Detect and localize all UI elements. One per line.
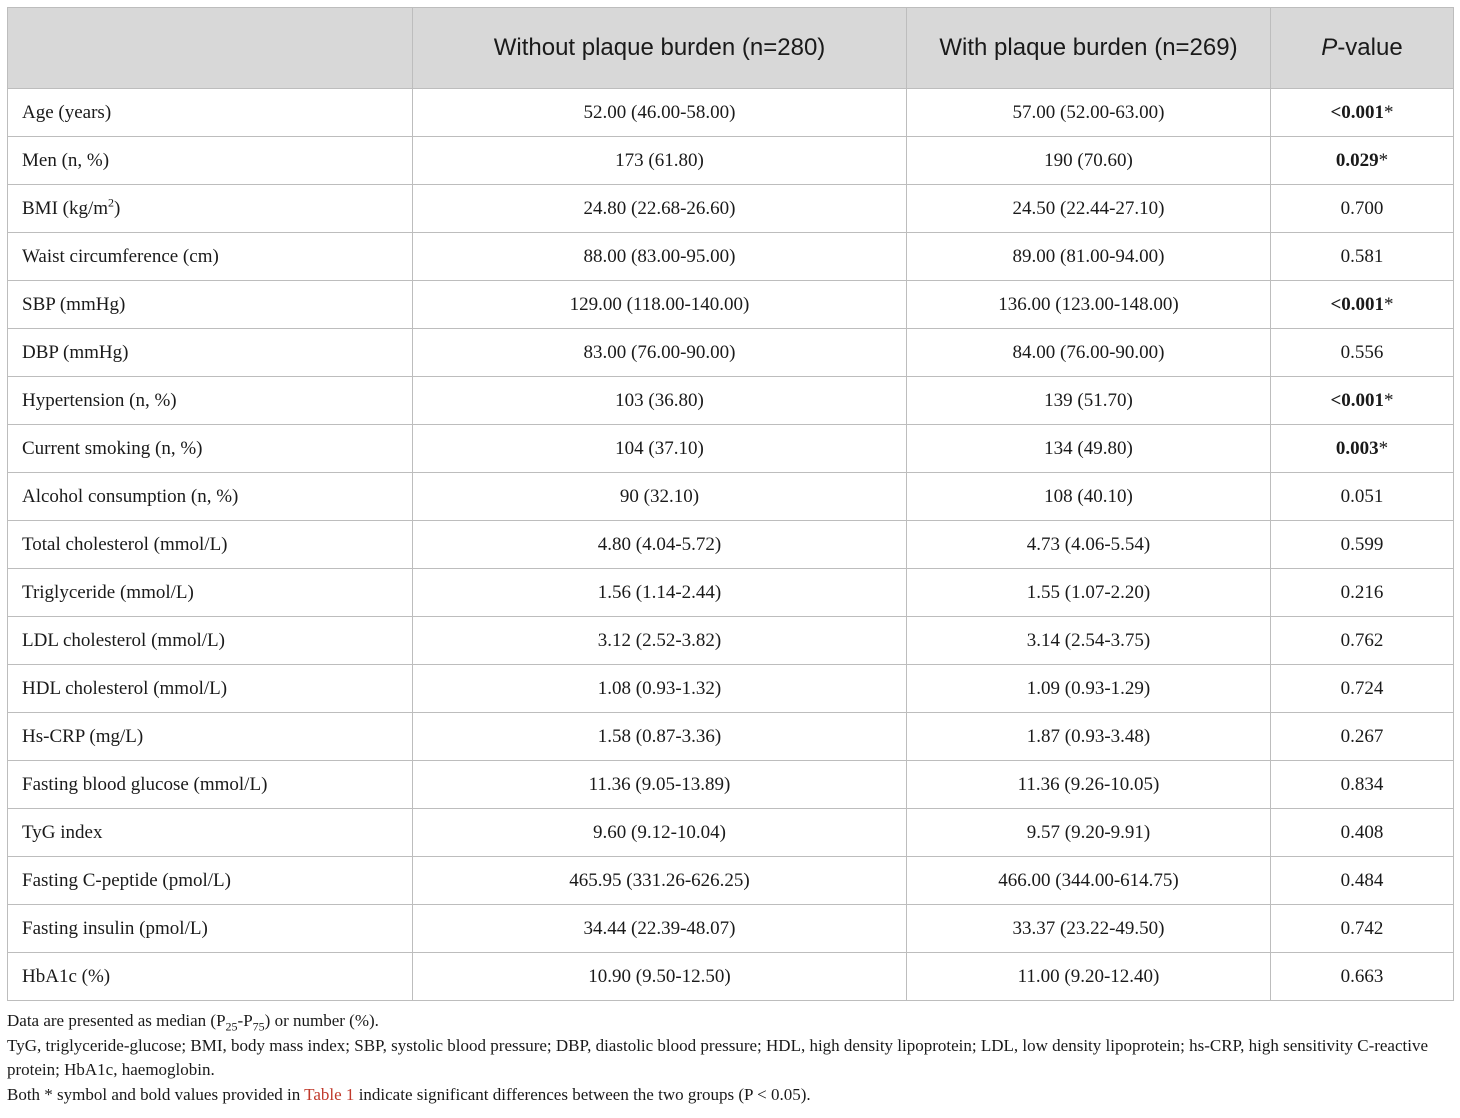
p-value-number: 0.581 <box>1340 245 1384 267</box>
cell-p-value <box>1271 137 1454 185</box>
cell-with-plaque: 57.00 (52.00-63.00) <box>907 89 1271 137</box>
header-with-plaque: With plaque burden (n=269) <box>907 8 1271 89</box>
table-row <box>8 713 1454 761</box>
p-value-number: 0.556 <box>1340 341 1384 363</box>
cell-p-value <box>1271 905 1454 953</box>
cell-with-plaque: 33.37 (23.22-49.50) <box>907 905 1271 953</box>
row-label: Men (n, %) <box>8 137 413 185</box>
cell-p-value <box>1271 329 1454 377</box>
cell-without-plaque: 4.80 (4.04-5.72) <box>413 521 907 569</box>
table-row <box>8 137 1454 185</box>
row-label: Fasting insulin (pmol/L) <box>8 905 413 953</box>
cell-p-value <box>1271 185 1454 233</box>
cell-without-plaque: 103 (36.80) <box>413 377 907 425</box>
cell-without-plaque: 1.58 (0.87-3.36) <box>413 713 907 761</box>
footnote-data-presentation: Data are presented as median $(P_{25}-P_{75})$ or number (%). <box>7 1011 379 1034</box>
row-label: Total cholesterol (mmol/L) <box>8 521 413 569</box>
cell-with-plaque: 466.00 (344.00-614.75) <box>907 857 1271 905</box>
table-row <box>8 521 1454 569</box>
cell-p-value <box>1271 377 1454 425</box>
cell-without-plaque: 129.00 (118.00-140.00) <box>413 281 907 329</box>
p-value-number: 0.724 <box>1340 677 1384 699</box>
row-label: HbA1c (%) <box>8 953 413 1001</box>
cell-p-value <box>1271 89 1454 137</box>
cell-p-value <box>1271 281 1454 329</box>
cell-without-plaque: 10.90 (9.50-12.50) <box>413 953 907 1001</box>
cell-without-plaque: 11.36 (9.05-13.89) <box>413 761 907 809</box>
row-label: Waist circumference (cm) <box>8 233 413 281</box>
footnote-significance: Both * symbol and bold values provided in Table 1 indicate significant differences between the two groups (P < 0.05). <box>7 1084 811 1104</box>
p-value-number: 0.029 <box>1335 149 1379 171</box>
significance-marker: * <box>1384 293 1394 315</box>
cell-p-value <box>1271 857 1454 905</box>
cell-with-plaque: 4.73 (4.06-5.54) <box>907 521 1271 569</box>
cell-without-plaque: 1.08 (0.93-1.32) <box>413 665 907 713</box>
table-row <box>8 185 1454 233</box>
baseline-characteristics-table <box>7 7 1454 1001</box>
significance-marker: * <box>1378 149 1389 171</box>
cell-with-plaque: 1.09 (0.93-1.29) <box>907 665 1271 713</box>
row-label: Fasting blood glucose (mmol/L) <box>8 761 413 809</box>
row-label: Hs-CRP (mg/L) <box>8 713 413 761</box>
cell-with-plaque: 3.14 (2.54-3.75) <box>907 617 1271 665</box>
table-row <box>8 89 1454 137</box>
cell-with-plaque: 11.00 (9.20-12.40) <box>907 953 1271 1001</box>
table-footnotes <box>7 1009 1453 1107</box>
table-row <box>8 377 1454 425</box>
header-p-value <box>1271 8 1454 89</box>
row-label: BMI $(kg/m^2)$ <box>8 185 413 233</box>
cell-p-value <box>1271 665 1454 713</box>
cell-without-plaque: 83.00 (76.00-90.00) <box>413 329 907 377</box>
table-row <box>8 233 1454 281</box>
cell-without-plaque: 88.00 (83.00-95.00) <box>413 233 907 281</box>
cell-p-value <box>1271 473 1454 521</box>
p-value-number: 0.267 <box>1340 725 1384 747</box>
cell-without-plaque: 9.60 (9.12-10.04) <box>413 809 907 857</box>
cell-with-plaque: 84.00 (76.00-90.00) <box>907 329 1271 377</box>
p-value-number: <0.001 <box>1330 101 1385 123</box>
cell-without-plaque: 465.95 (331.26-626.25) <box>413 857 907 905</box>
cell-without-plaque: 173 (61.80) <box>413 137 907 185</box>
table-row <box>8 329 1454 377</box>
table-row <box>8 569 1454 617</box>
p-value-number: 0.700 <box>1340 197 1384 219</box>
table-row <box>8 425 1454 473</box>
p-value-number: 0.051 <box>1340 485 1384 507</box>
row-label: DBP (mmHg) <box>8 329 413 377</box>
cell-with-plaque: 89.00 (81.00-94.00) <box>907 233 1271 281</box>
cell-without-plaque: 3.12 (2.52-3.82) <box>413 617 907 665</box>
cell-with-plaque: 134 (49.80) <box>907 425 1271 473</box>
table-row <box>8 953 1454 1001</box>
cell-with-plaque: 1.87 (0.93-3.48) <box>907 713 1271 761</box>
table-1-link[interactable]: Table 1 <box>304 1084 355 1104</box>
significance-marker: * <box>1378 437 1389 459</box>
cell-with-plaque: 24.50 (22.44-27.10) <box>907 185 1271 233</box>
cell-p-value <box>1271 761 1454 809</box>
table-row <box>8 809 1454 857</box>
header-without-plaque: Without plaque burden (n=280) <box>413 8 907 89</box>
table-header <box>8 8 1454 89</box>
cell-with-plaque: 108 (40.10) <box>907 473 1271 521</box>
cell-p-value <box>1271 233 1454 281</box>
table-row <box>8 857 1454 905</box>
row-label: Triglyceride (mmol/L) <box>8 569 413 617</box>
row-label: HDL cholesterol (mmol/L) <box>8 665 413 713</box>
cell-without-plaque: 24.80 (22.68-26.60) <box>413 185 907 233</box>
significance-marker: * <box>1384 389 1394 411</box>
p-value-number: 0.003 <box>1335 437 1379 459</box>
cell-with-plaque: 136.00 (123.00-148.00) <box>907 281 1271 329</box>
cell-without-plaque: 104 (37.10) <box>413 425 907 473</box>
p-value-number: <0.001 <box>1330 293 1385 315</box>
table-row <box>8 473 1454 521</box>
cell-p-value <box>1271 425 1454 473</box>
p-value-number: 0.484 <box>1340 869 1384 891</box>
table-row <box>8 905 1454 953</box>
row-label: Alcohol consumption (n, %) <box>8 473 413 521</box>
row-label: LDL cholesterol (mmol/L) <box>8 617 413 665</box>
table-row <box>8 665 1454 713</box>
cell-p-value <box>1271 809 1454 857</box>
table-container <box>7 7 1453 1107</box>
p-value-number: 0.216 <box>1340 581 1384 603</box>
p-value-number: 0.742 <box>1340 917 1384 939</box>
cell-p-value <box>1271 569 1454 617</box>
row-label: TyG index <box>8 809 413 857</box>
header-p-italic: P <box>1321 34 1338 61</box>
footnote-abbreviations: TyG, triglyceride-glucose; BMI, body mass index; SBP, systolic blood pressure; DBP, diastolic blood pressure; HDL, high density lipoprotein; LDL, low density lipoprotein; hs-CRP, high sensitivity C-reactive protein; HbA1c, haemoglobin. <box>7 1035 1429 1079</box>
cell-p-value <box>1271 617 1454 665</box>
row-label: Current smoking (n, %) <box>8 425 413 473</box>
p-value-number: 0.762 <box>1340 629 1384 651</box>
cell-with-plaque: 139 (51.70) <box>907 377 1271 425</box>
cell-p-value <box>1271 713 1454 761</box>
row-label: Fasting C-peptide (pmol/L) <box>8 857 413 905</box>
header-p-rest: -value <box>1337 34 1403 61</box>
cell-without-plaque: 90 (32.10) <box>413 473 907 521</box>
cell-with-plaque: 190 (70.60) <box>907 137 1271 185</box>
row-label: Hypertension (n, %) <box>8 377 413 425</box>
cell-with-plaque: 11.36 (9.26-10.05) <box>907 761 1271 809</box>
table-row <box>8 281 1454 329</box>
cell-p-value <box>1271 953 1454 1001</box>
table-body <box>8 89 1454 1001</box>
cell-with-plaque: 1.55 (1.07-2.20) <box>907 569 1271 617</box>
p-value-number: 0.663 <box>1340 965 1384 987</box>
significance-marker: * <box>1384 101 1394 123</box>
p-value-number: 0.408 <box>1340 821 1384 843</box>
row-label: SBP (mmHg) <box>8 281 413 329</box>
row-label: Age (years) <box>8 89 413 137</box>
table-row <box>8 761 1454 809</box>
p-value-number: 0.834 <box>1340 773 1384 795</box>
header-row <box>8 8 1454 89</box>
cell-without-plaque: 34.44 (22.39-48.07) <box>413 905 907 953</box>
cell-without-plaque: 52.00 (46.00-58.00) <box>413 89 907 137</box>
cell-with-plaque: 9.57 (9.20-9.91) <box>907 809 1271 857</box>
cell-without-plaque: 1.56 (1.14-2.44) <box>413 569 907 617</box>
cell-p-value <box>1271 521 1454 569</box>
p-value-number: <0.001 <box>1330 389 1385 411</box>
table-row <box>8 617 1454 665</box>
p-value-number: 0.599 <box>1340 533 1384 555</box>
header-variable <box>8 8 413 89</box>
